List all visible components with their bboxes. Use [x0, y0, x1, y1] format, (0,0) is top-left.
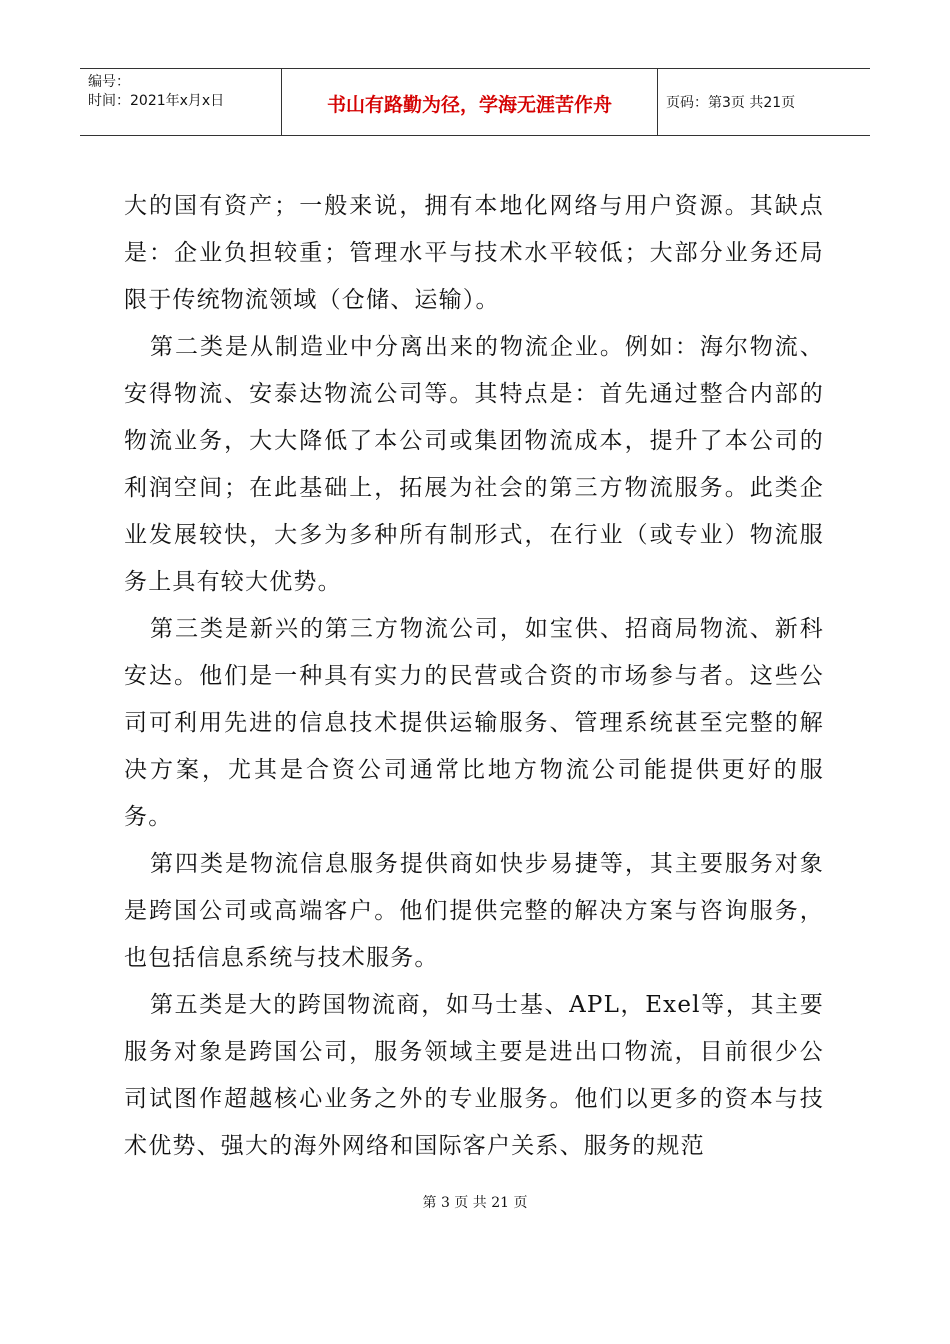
- document-time-label: 时间：2021年x月x日: [88, 93, 225, 109]
- document-body: [124, 183, 824, 1170]
- paragraph-type-three: 第三类是新兴的第三方物流公司，如宝供、招商局物流、新科安达。他们是一种具有实力的民营或合资的市场参与者。这些公司可利用先进的信息技术提供运输服务、管理系统甚至完整的解决方案，尤其是合资公司通常比地方物流公司能提供更好的服务。: [124, 616, 824, 830]
- paragraph-type-two: 第二类是从制造业中分离出来的物流企业。例如：海尔物流、安得物流、安泰达物流公司等。其特点是：首先通过整合内部的物流业务，大大降低了本公司或集团物流成本，提升了本公司的利润空间；在此基础上，拓展为社会的第三方物流服务。此类企业发展较快，大多为多种所有制形式，在行业（或专业）物流服务上具有较大优势。: [124, 334, 824, 595]
- page-footer: 第 3 页 共 21 页: [422, 1195, 528, 1211]
- paragraph-continuation: 大的国有资产；一般来说，拥有本地化网络与用户资源。其缺点是：企业负担较重；管理水平与技术水平较低；大部分业务还局限于传统物流领域（仓储、运输）。: [124, 193, 824, 313]
- document-number-label: 编号：: [88, 74, 130, 90]
- header-page-code: 页码：第3页 共21页: [666, 95, 796, 111]
- paragraph-type-five: 第五类是大的跨国物流商，如马士基、APL，Exel等，其主要服务对象是跨国公司，服务领域主要是进出口物流，目前很少公司试图作超越核心业务之外的专业服务。他们以更多的资本与技术优势、强大的海外网络和国际客户关系、服务的规范: [124, 992, 824, 1159]
- header-motto: 书山有路勤为径，学海无涯苦作舟: [282, 69, 658, 135]
- page-header: [80, 68, 870, 136]
- header-meta: [80, 69, 282, 135]
- paragraph-type-four: 第四类是物流信息服务提供商如快步易捷等，其主要服务对象是跨国公司或高端客户。他们提供完整的解决方案与咨询服务，也包括信息系统与技术服务。: [124, 851, 824, 971]
